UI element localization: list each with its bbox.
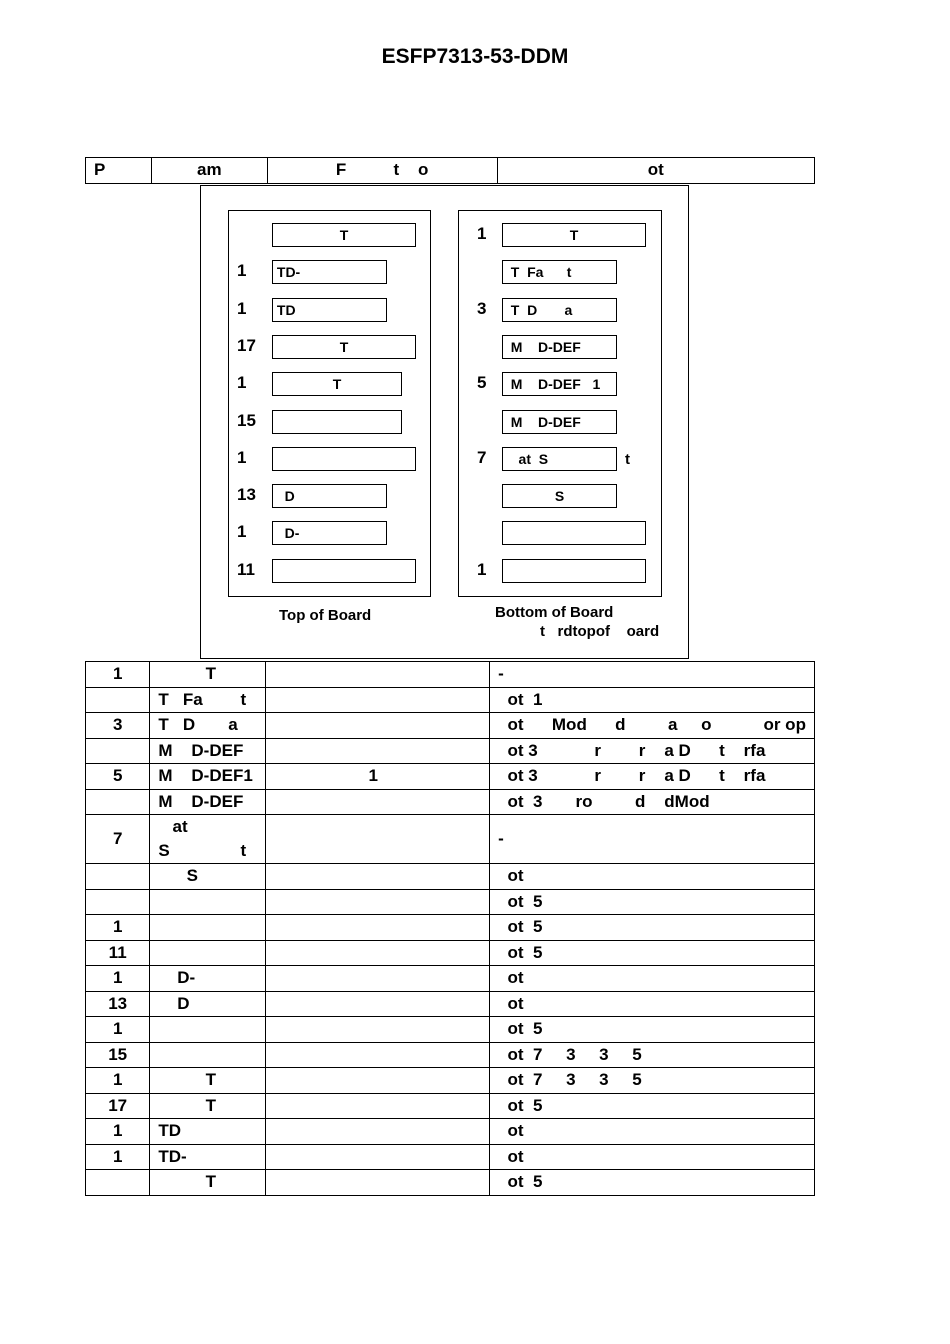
bottom-of-board-caption: Bottom of Board xyxy=(495,604,614,621)
name-cell: S xyxy=(150,864,266,890)
notes-cell: ot xyxy=(490,991,815,1017)
name-cell: TD- xyxy=(150,1144,266,1170)
name-cell: T xyxy=(150,1170,266,1196)
pin-cell: 1 xyxy=(86,662,150,688)
right-contact-pad xyxy=(502,559,646,583)
pin-cell: 1 xyxy=(86,1144,150,1170)
notes-cell: ot 7 3 3 5 xyxy=(490,1042,815,1068)
notes-cell: - xyxy=(490,815,815,864)
function-cell xyxy=(266,713,490,739)
function-cell xyxy=(266,966,490,992)
left-pin-number: 1 xyxy=(237,261,247,281)
table-row xyxy=(86,991,815,1017)
notes-cell: ot 3 r r a D t rfa xyxy=(490,764,815,790)
notes-cell: ot 3 ro d dMod xyxy=(490,789,815,815)
left-pin-number: 1 xyxy=(237,447,247,467)
notes-cell: ot 5 xyxy=(490,1093,815,1119)
name-cell: M D-DEF xyxy=(150,738,266,764)
pin-cell: 15 xyxy=(86,1042,150,1068)
pin-cell: 1 xyxy=(86,1119,150,1145)
table-row xyxy=(86,1068,815,1094)
function-cell xyxy=(266,889,490,915)
bottom-of-board-caption-2: t rdtopof oard xyxy=(540,623,660,640)
header-row xyxy=(86,158,815,184)
right-pin-number: 5 xyxy=(477,373,487,393)
header-function: F t o xyxy=(267,158,497,184)
function-cell xyxy=(266,864,490,890)
right-pad-suffix: t xyxy=(625,450,630,468)
right-contact-pad: at S xyxy=(502,447,617,471)
table-row xyxy=(86,789,815,815)
right-contact-pad: M D-DEF xyxy=(502,335,617,359)
pin-cell: 1 xyxy=(86,1068,150,1094)
right-contact-pad: T Fa t xyxy=(502,260,617,284)
pin-cell xyxy=(86,1170,150,1196)
name-cell xyxy=(150,889,266,915)
pin-cell xyxy=(86,889,150,915)
pin-cell: 13 xyxy=(86,991,150,1017)
name-cell: M D-DEF1 xyxy=(150,764,266,790)
notes-cell: ot 5 xyxy=(490,1017,815,1043)
header-pin: P xyxy=(86,158,152,184)
function-cell xyxy=(266,1144,490,1170)
notes-cell: ot xyxy=(490,1119,815,1145)
table-row xyxy=(86,1170,815,1196)
notes-cell: ot 5 xyxy=(490,889,815,915)
table-row xyxy=(86,738,815,764)
name-cell: T xyxy=(150,1093,266,1119)
right-contact-pad: M D-DEF xyxy=(502,410,617,434)
left-contact-pad: D- xyxy=(272,521,387,545)
right-pin-number: 3 xyxy=(477,298,487,318)
name-cell: D- xyxy=(150,966,266,992)
notes-cell: - xyxy=(490,662,815,688)
name-cell: T D a xyxy=(150,713,266,739)
right-pin-number: 1 xyxy=(477,559,487,579)
table-row xyxy=(86,864,815,890)
function-cell xyxy=(266,1170,490,1196)
name-cell xyxy=(150,940,266,966)
table-row xyxy=(86,966,815,992)
pin-cell xyxy=(86,687,150,713)
table-row xyxy=(86,764,815,790)
left-contact-pad xyxy=(272,410,402,434)
notes-cell: ot Mod d a o or op xyxy=(490,713,815,739)
function-cell: 1 xyxy=(266,764,490,790)
left-pin-number: 17 xyxy=(237,335,256,355)
pin-cell xyxy=(86,738,150,764)
right-pin-number: 1 xyxy=(477,224,487,243)
function-cell xyxy=(266,815,490,864)
notes-cell: ot 5 xyxy=(490,940,815,966)
name-cell xyxy=(150,1017,266,1043)
table-row xyxy=(86,1144,815,1170)
table-row xyxy=(86,713,815,739)
pin-cell xyxy=(86,789,150,815)
left-contact-pad: T xyxy=(272,335,416,359)
function-cell xyxy=(266,1068,490,1094)
notes-cell: ot 7 3 3 5 xyxy=(490,1068,815,1094)
document-title: ESFP7313-53-DDM xyxy=(381,45,569,68)
right-contact-pad: T xyxy=(502,223,646,247)
top-of-board-caption: Top of Board xyxy=(279,607,372,624)
name-cell: TD xyxy=(150,1119,266,1145)
left-pin-number: 1 xyxy=(237,373,247,393)
function-cell xyxy=(266,1093,490,1119)
header-name: am xyxy=(151,158,267,184)
function-cell xyxy=(266,1042,490,1068)
name-cell xyxy=(150,915,266,941)
left-contact-pad: TD xyxy=(272,298,387,322)
name-cell: T xyxy=(150,1068,266,1094)
function-cell xyxy=(266,662,490,688)
right-contact-pad xyxy=(502,521,646,545)
name-cell xyxy=(150,1042,266,1068)
table-row xyxy=(86,889,815,915)
pin-cell: 7 xyxy=(86,815,150,864)
name-cell: D xyxy=(150,991,266,1017)
notes-cell: ot 5 xyxy=(490,1170,815,1196)
function-cell xyxy=(266,789,490,815)
pin-cell xyxy=(86,864,150,890)
left-pin-number: 13 xyxy=(237,485,256,505)
left-contact-pad: TD- xyxy=(272,260,387,284)
notes-cell: ot 5 xyxy=(490,915,815,941)
left-pin-number: 11 xyxy=(237,559,255,579)
left-contact-pad: T xyxy=(272,372,402,396)
pin-table-header xyxy=(85,157,815,184)
right-contact-pad: T D a xyxy=(502,298,617,322)
table-row xyxy=(86,687,815,713)
header-notes: ot xyxy=(497,158,814,184)
pin-cell: 1 xyxy=(86,966,150,992)
name-cell: M D-DEF xyxy=(150,789,266,815)
table-row xyxy=(86,815,815,864)
right-contact-pad: M D-DEF 1 xyxy=(502,372,617,396)
notes-cell: ot xyxy=(490,864,815,890)
pin-cell: 1 xyxy=(86,1017,150,1043)
notes-cell: ot 1 xyxy=(490,687,815,713)
left-pin-number: 15 xyxy=(237,410,256,430)
table-row xyxy=(86,940,815,966)
table-row xyxy=(86,1119,815,1145)
left-contact-pad xyxy=(272,447,416,471)
pin-cell: 3 xyxy=(86,713,150,739)
name-cell: T xyxy=(150,662,266,688)
notes-cell: ot xyxy=(490,966,815,992)
pin-cell: 5 xyxy=(86,764,150,790)
left-contact-pad xyxy=(272,559,416,583)
function-cell xyxy=(266,1017,490,1043)
function-cell xyxy=(266,915,490,941)
right-contact-pad: S xyxy=(502,484,617,508)
function-cell xyxy=(266,687,490,713)
name-cell: T Fa t xyxy=(150,687,266,713)
pin-table xyxy=(85,661,815,1196)
pin-cell: 17 xyxy=(86,1093,150,1119)
notes-cell: ot xyxy=(490,1144,815,1170)
table-row xyxy=(86,1093,815,1119)
name-cell: at S t xyxy=(150,815,266,864)
function-cell xyxy=(266,1119,490,1145)
pin-cell: 1 xyxy=(86,915,150,941)
right-pin-number: 7 xyxy=(477,447,487,467)
table-row xyxy=(86,662,815,688)
function-cell xyxy=(266,940,490,966)
function-cell xyxy=(266,991,490,1017)
table-row xyxy=(86,1017,815,1043)
left-pin-number: 1 xyxy=(237,298,247,318)
function-cell xyxy=(266,738,490,764)
left-pin-number: 1 xyxy=(237,522,247,542)
left-contact-pad: T xyxy=(272,223,416,247)
pin-cell: 11 xyxy=(86,940,150,966)
notes-cell: ot 3 r r a D t rfa xyxy=(490,738,815,764)
table-row xyxy=(86,915,815,941)
table-row xyxy=(86,1042,815,1068)
left-contact-pad: D xyxy=(272,484,387,508)
